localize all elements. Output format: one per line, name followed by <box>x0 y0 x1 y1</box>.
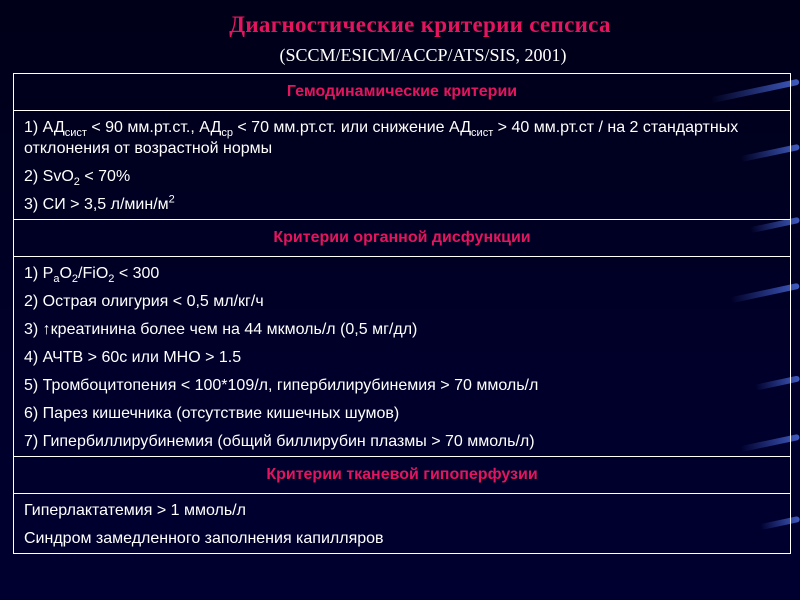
page-title: Диагностические критерии сепсиса <box>229 12 611 37</box>
criterion-row: 2) SvO$_2$ < 70% <box>24 168 131 189</box>
criterion-row: 3) СИ > 3,5 $л/мин/м^2$ <box>24 193 175 213</box>
criteria-table <box>13 73 791 554</box>
section-heading-hemodynamic: Гемодинамические критерии <box>14 74 790 111</box>
section-body-organ-dysfunction <box>14 257 790 457</box>
section-heading-organ-dysfunction: Критерии органной дисфункции <box>14 220 790 257</box>
criterion-row: 2) Острая олигурия < 0,5 мл/кг/ч <box>24 293 264 310</box>
criterion-row: 1) $P_aO_2/FiO_2 < 300$ <box>24 265 160 286</box>
criterion-row: Синдром замедленного заполнения капилляров <box>24 530 384 547</box>
section-body-hemodynamic <box>14 111 790 220</box>
criterion-row: Гиперлактатемия > 1 ммоль/л <box>24 502 246 519</box>
criterion-row: 1) $АД_{сист} < 90$ мм.рт.ст., $АД_{ср} < 70$ мм.рт.ст. или снижение $АД_{сист} > 40$ мм.рт.ст / на 2 стандартных отклонения от возрастной нормы <box>24 119 739 157</box>
page-subtitle: (SCCM/ESICM/ACCP/ATS/SIS, 2001) <box>279 45 567 65</box>
section-body-tissue-hypoperfusion <box>14 494 790 554</box>
criterion-row: 3) ↑креатинина более чем на 44 мкмоль/л (0,5 мг/дл) <box>24 321 418 338</box>
criterion-row: 6) Парез кишечника (отсутствие кишечных шумов) <box>24 405 400 422</box>
criterion-row: 5) Тромбоцитопения < 100*109/л, гипербилирубинемия > 70 ммоль/л <box>24 377 539 394</box>
section-heading-tissue-hypoperfusion: Критерии тканевой гипоперфузии <box>14 457 790 494</box>
criterion-row: 4) АЧТВ > 60с или МНО > 1.5 <box>24 349 242 366</box>
criterion-row: 7) Гипербиллирубинемия (общий биллирубин плазмы > 70 ммоль/л) <box>24 433 535 450</box>
